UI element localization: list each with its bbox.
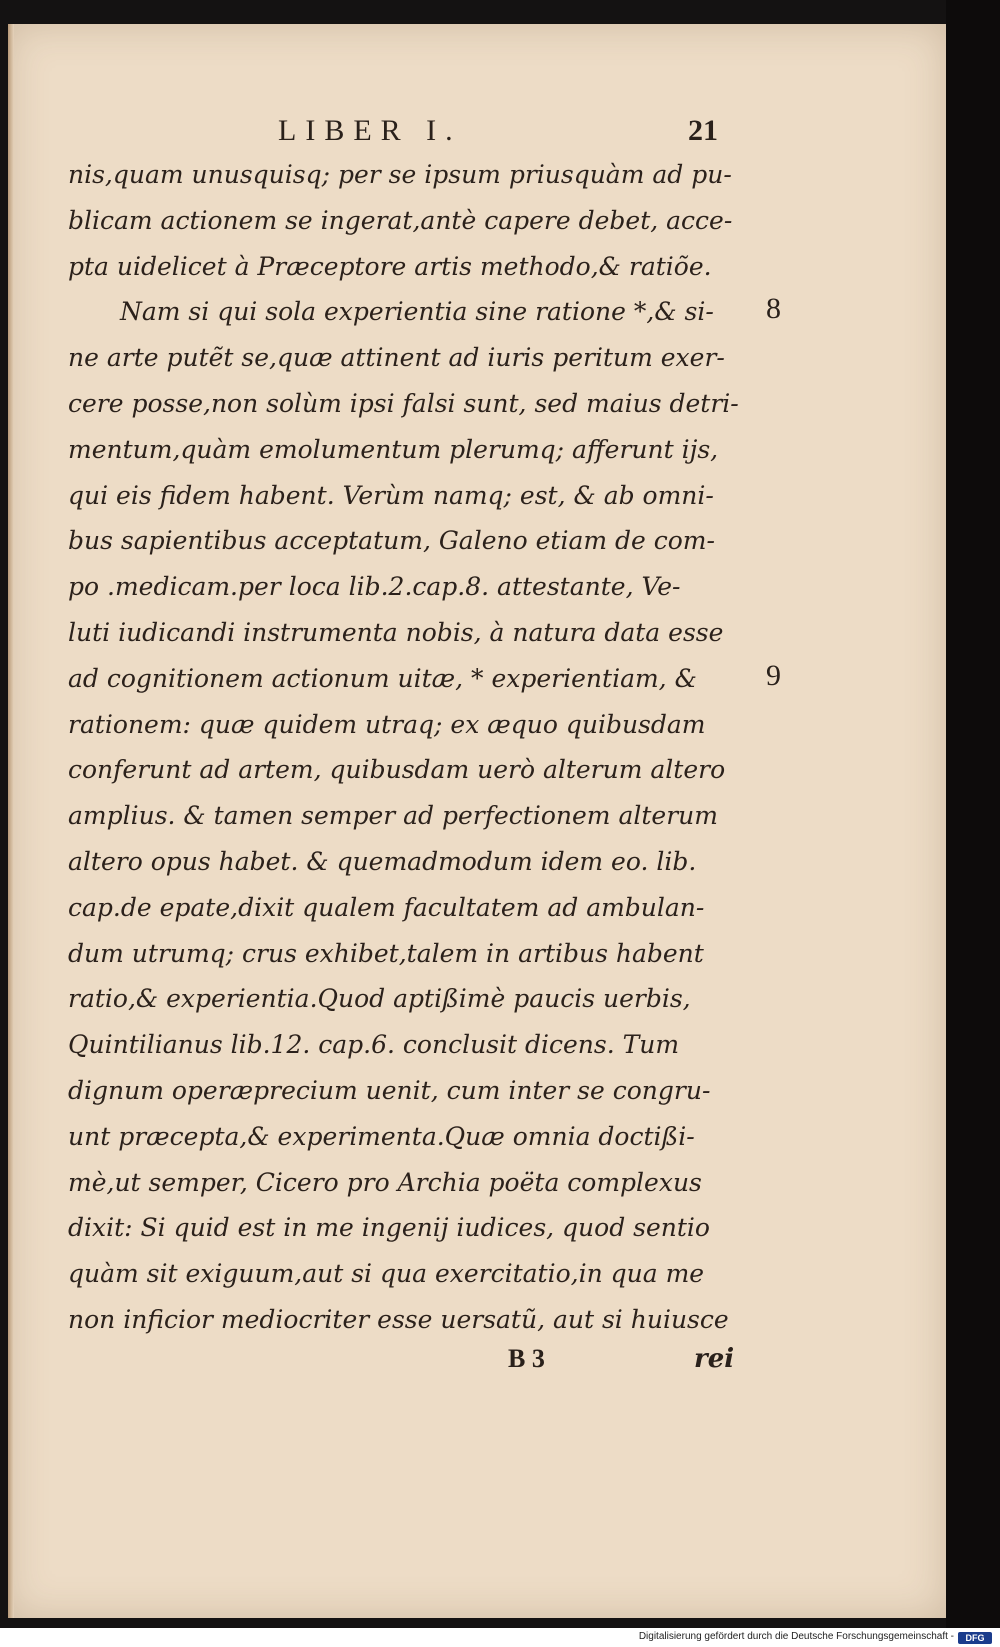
credit-text: Digitalisierung gefördert durch die Deutsche Forschungsgemeinschaft -: [638, 1631, 954, 1642]
digitization-credit: [0, 1630, 1000, 1647]
text-line: cap.de epate,dixit qualem facultatem ad ambulan-: [68, 892, 705, 922]
text-line: non inficior mediocriter esse uersatũ, aut si huiusce: [68, 1304, 729, 1334]
body-text: [68, 152, 768, 1343]
text-line: pta uidelicet à Præceptore artis methodo,& ratiõe.: [68, 251, 712, 281]
text-line: altero opus habet. & quemadmodum idem eo. lib.: [68, 846, 697, 876]
text-line: amplius. & tamen semper ad perfectionem alterum: [68, 801, 718, 831]
dfg-logo: DFG: [958, 1632, 992, 1644]
text-line: quàm sit exiguum,aut si qua exercitatio,in qua me: [68, 1259, 705, 1289]
text-line: cere posse,non solùm ipsi falsi sunt, sed maius detri-: [68, 388, 739, 418]
marginal-note-9: 9: [766, 659, 781, 692]
page-number: 21: [688, 114, 718, 147]
running-head: LIBER I.: [278, 114, 462, 147]
text-line: rationem: quæ quidem utraq; ex æquo quibusdam: [68, 709, 706, 739]
text-line: ne arte putẽt se,quæ attinent ad iuris peritum exer-: [68, 343, 725, 373]
text-line: blicam actionem se ingerat,antè capere debet, acce-: [68, 205, 733, 235]
catchline: [8, 1344, 946, 1384]
text-line: dum utrumq; crus exhibet,talem in artibus habent: [68, 938, 704, 968]
text-line: unt præcepta,& experimenta.Quæ omnia doctißi-: [68, 1121, 695, 1151]
book-page: [8, 24, 946, 1618]
scan-edge-strip: [946, 0, 1000, 1628]
text-line: po .medicam.per loca lib.2.cap.8. attestante, Ve-: [68, 572, 681, 602]
text-line: dixit: Si quid est in me ingenij iudices, quod sentio: [68, 1213, 710, 1243]
signature-mark: B 3: [508, 1344, 545, 1373]
marginal-note-8: 8: [766, 292, 781, 325]
text-line: Quintilianus lib.12. cap.6. conclusit dicens. Tum: [68, 1030, 680, 1060]
text-line: mè,ut semper, Cicero pro Archia poëta complexus: [68, 1167, 702, 1197]
text-line: ad cognitionem actionum uitæ, * experientiam, &: [68, 663, 697, 693]
text-line: dignum operæprecium uenit, cum inter se congru-: [68, 1075, 711, 1105]
text-line: ratio,& experientia.Quod aptißimè paucis uerbis,: [68, 984, 691, 1014]
text-line: bus sapientibus acceptatum, Galeno etiam de com-: [68, 526, 715, 556]
text-line: nis,quam unusquisq; per se ipsum priusquàm ad pu-: [68, 160, 732, 189]
text-line: Nam si qui sola experientia sine ratione *,& si-: [120, 297, 714, 327]
text-line: qui eis fidem habent. Verùm namq; est, & ab omni-: [68, 480, 714, 510]
page-header: [8, 96, 946, 146]
text-line: luti iudicandi instrumenta nobis, à natura data esse: [68, 617, 724, 647]
text-line: mentum,quàm emolumentum plerumq; afferunt ijs,: [68, 434, 719, 464]
catchword: rei: [694, 1344, 735, 1374]
text-line: conferunt ad artem, quibusdam uerò alterum altero: [68, 755, 726, 785]
